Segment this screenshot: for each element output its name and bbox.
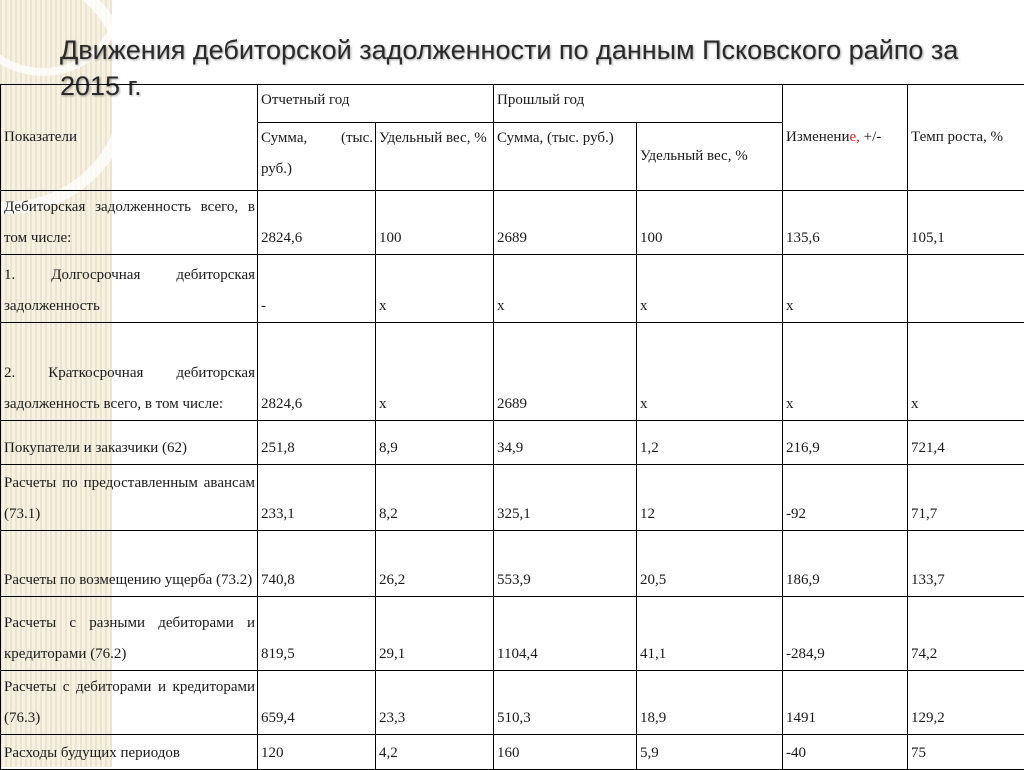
sum-current-cell: - (258, 255, 376, 323)
change-cell: х (783, 255, 908, 323)
share-previous-cell: 1,2 (637, 421, 783, 465)
growth-cell: 721,4 (908, 421, 1024, 465)
share-previous-cell: 20,5 (637, 531, 783, 597)
table-row (1, 735, 1024, 770)
sum-current-cell: 819,5 (258, 597, 376, 671)
sum-previous-cell: 1104,4 (494, 597, 637, 671)
share-previous-cell: 100 (637, 191, 783, 255)
share-current-cell: х (376, 323, 494, 421)
row-label-cell: 1. Долгосрочная дебиторская задолженность (1, 255, 258, 323)
growth-cell: 75 (908, 735, 1024, 770)
growth-cell (908, 255, 1024, 323)
header-row (1, 85, 1024, 123)
share-previous-cell: х (637, 323, 783, 421)
row-label-cell: Расчеты по возмещению ущерба (73.2) (1, 531, 258, 597)
header-previous-year: Прошлый год (494, 85, 783, 123)
header-current-year: Отчетный год (258, 85, 494, 123)
share-current-cell: 8,9 (376, 421, 494, 465)
sum-previous-cell: 510,3 (494, 671, 637, 735)
change-cell: х (783, 323, 908, 421)
change-cell: -92 (783, 465, 908, 531)
growth-cell: х (908, 323, 1024, 421)
row-label-cell: Расчеты с дебиторами и кредиторами (76.3) (1, 671, 258, 735)
share-current-cell: 4,2 (376, 735, 494, 770)
growth-cell: 71,7 (908, 465, 1024, 531)
growth-cell: 133,7 (908, 531, 1024, 597)
sum-current-cell: 740,8 (258, 531, 376, 597)
header-growth: Темп роста, % (908, 85, 1024, 191)
share-previous-cell: 12 (637, 465, 783, 531)
sum-previous-cell: 553,9 (494, 531, 637, 597)
header-sum-current: Сумма, (тыс. руб.) (258, 123, 376, 191)
sum-current-cell: 2824,6 (258, 323, 376, 421)
sum-previous-cell: 2689 (494, 191, 637, 255)
table-row (1, 465, 1024, 531)
table-row (1, 255, 1024, 323)
sum-previous-cell: х (494, 255, 637, 323)
sum-previous-cell: 2689 (494, 323, 637, 421)
change-cell: -284,9 (783, 597, 908, 671)
table-row (1, 597, 1024, 671)
sum-current-cell: 2824,6 (258, 191, 376, 255)
growth-cell: 129,2 (908, 671, 1024, 735)
header-indicator: Показатели (1, 85, 258, 191)
row-label-cell: Расчеты по предоставленным авансам (73.1) (1, 465, 258, 531)
table-row (1, 421, 1024, 465)
table-row (1, 531, 1024, 597)
slide-title: Движения дебиторской задолженности по данным Псковского райпо за 2015 г. (60, 32, 980, 104)
change-cell: 186,9 (783, 531, 908, 597)
header-share-current: Удельный вес, % (376, 123, 494, 191)
row-label-cell: 2. Краткосрочная дебиторская задолженность всего, в том числе: (1, 323, 258, 421)
sum-previous-cell: 160 (494, 735, 637, 770)
table-row (1, 191, 1024, 255)
share-current-cell: 8,2 (376, 465, 494, 531)
sum-current-cell: 233,1 (258, 465, 376, 531)
share-current-cell: 100 (376, 191, 494, 255)
share-current-cell: 26,2 (376, 531, 494, 597)
header-change: Изменение, +/- (783, 85, 908, 191)
table-row (1, 671, 1024, 735)
table-row (1, 323, 1024, 421)
share-previous-cell: 41,1 (637, 597, 783, 671)
share-previous-cell: 5,9 (637, 735, 783, 770)
change-cell: 135,6 (783, 191, 908, 255)
share-previous-cell: 18,9 (637, 671, 783, 735)
header-share-previous: Удельный вес, % (637, 123, 783, 191)
change-cell: -40 (783, 735, 908, 770)
sum-current-cell: 659,4 (258, 671, 376, 735)
sum-current-cell: 251,8 (258, 421, 376, 465)
share-current-cell: х (376, 255, 494, 323)
share-current-cell: 23,3 (376, 671, 494, 735)
sum-previous-cell: 34,9 (494, 421, 637, 465)
row-label-cell: Покупатели и заказчики (62) (1, 421, 258, 465)
receivables-table (0, 84, 1024, 770)
growth-cell: 105,1 (908, 191, 1024, 255)
row-label-cell: Дебиторская задолженность всего, в том числе: (1, 191, 258, 255)
sum-current-cell: 120 (258, 735, 376, 770)
row-label-cell: Расчеты с разными дебиторами и кредиторами (76.2) (1, 597, 258, 671)
header-sum-previous: Сумма, (тыс. руб.) (494, 123, 637, 191)
change-cell: 216,9 (783, 421, 908, 465)
growth-cell: 74,2 (908, 597, 1024, 671)
sum-previous-cell: 325,1 (494, 465, 637, 531)
row-label-cell: Расходы будущих периодов (1, 735, 258, 770)
change-cell: 1491 (783, 671, 908, 735)
share-current-cell: 29,1 (376, 597, 494, 671)
share-previous-cell: х (637, 255, 783, 323)
